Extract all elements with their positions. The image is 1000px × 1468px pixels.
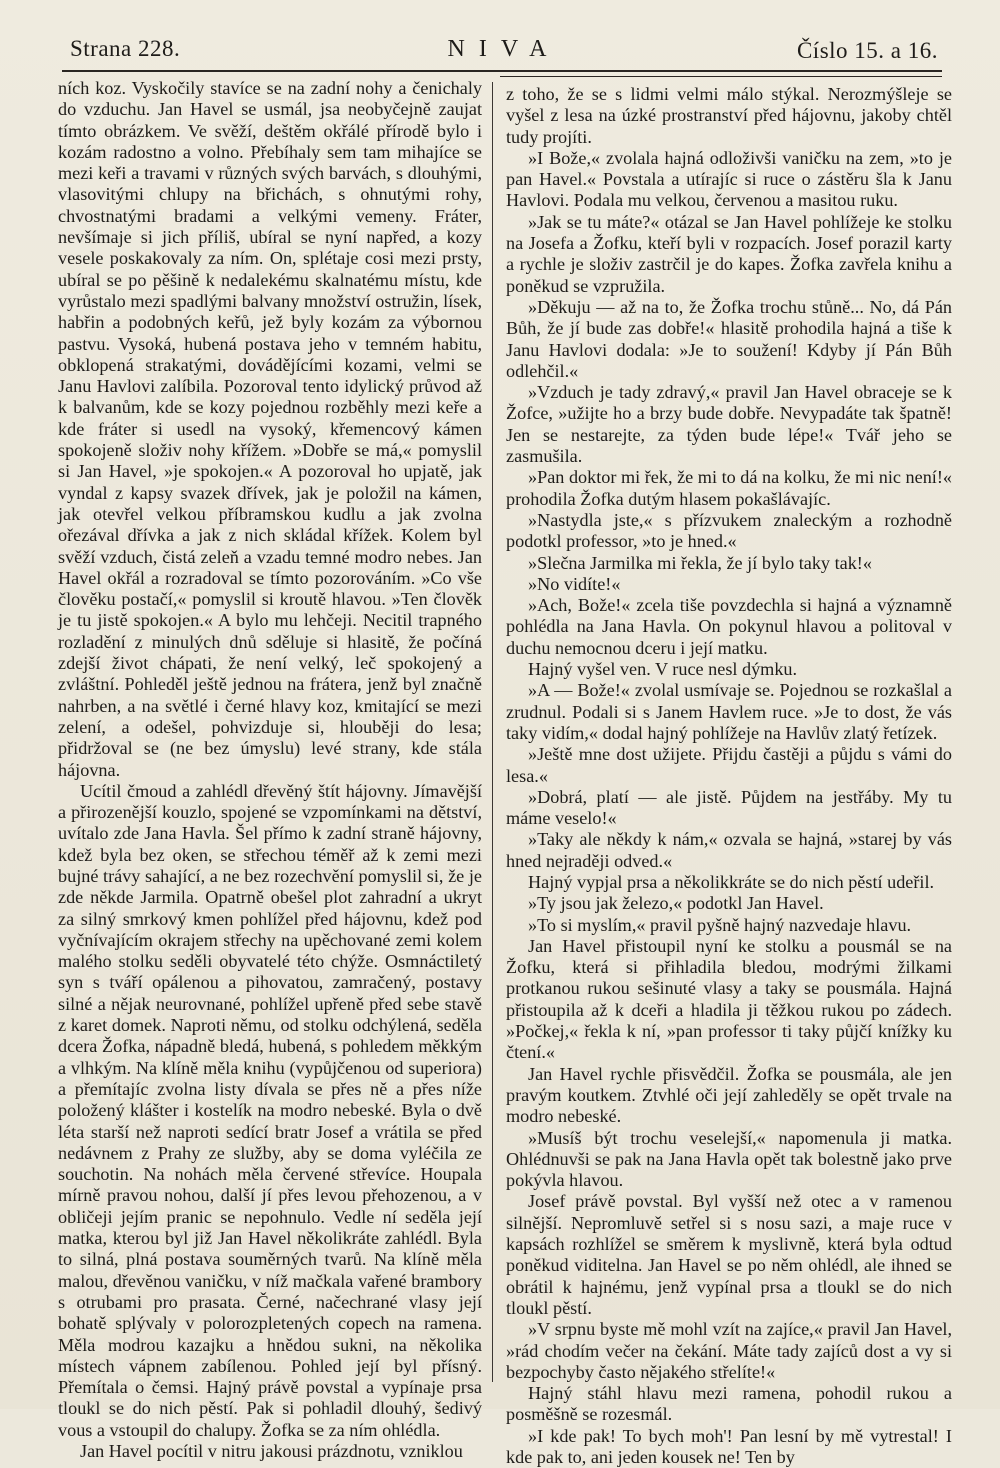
paragraph: ních koz. Vyskočily stavíce se na zadní nohy a čenichaly do vzduchu. Jan Havel se usmál, jsa neobyčejně zaujat tímto obrázkem. Ve svěží, deštěm okřálé přírodě bylo i kozám radostno a volno. Přebíhaly sem tam mihajíce se mezi keři a travami v různých svých barvách, s dlouhými, vlasovitými chlupy na břichách, s ohnutými rohy, chvostnatými bradami a velkými vemeny. Fráter, nevšímaje si jich příliš, ubíral se nyní napřed, a kozy vesele poskakovaly za ním. On, splétaje cosi mezi prsty, ubíral se po pěšině k nedalekému skalnatému místu, kde vyrůstalo mezi spadlými balvany množství ostružin, lísek, habřin a podobných keřů, jež byly kozám za výbornou pastvu. Vysoká, hubená postava jeho v temném habitu, obklopená strakatými, dováděj​ícími kozami, velmi se Janu Havlovi zalíbila. Pozoroval tento idylický průvod až k balvanům, kde se kozy pojednou rozběhly mezi keře a kde fráter si usedl na vysoký, křemencový kámen spokojeně složiv nohy křížem. »Dobře se má,« pomyslil si Jan Havel, »je spokojen.« A pozoroval ho upjatě, jak vyndal z kapsy svazek dřívek, jak je položil na kámen, jak otevřel velkou příbramskou kudlu a jak zvolna ořezával dřívka a jak z nich skládal křížek. Kolem byl svěží vzduch, čistá zeleň a vzadu temné modro nebes. Jan Havel okřál a rozradoval se tímto pozorováním. »Co vše člověku postačí,« pomyslil si kroutě hlavou. »Ten člověk je tu jistě spokojen.« A bylo mu lehčeji. Necitil trapného rozladění z minulých dnů sděluje si hlasitě, že počíná zdejší život chápati, že není velký, leč spokojený a zvláštní. Pohleděl ještě jednou na frátera, jenž byl značně nahrben, a na světlé i černé hlavy koz, kmitající se mezi zelení, a odešel, pohvizduje si, hlouběji do lesa; přidržoval se (ne bez úmyslu) levé strany, kde stála hájovna. — [58, 78, 482, 780]
left-column — [58, 78, 482, 1462]
paragraph: Jan Havel pocítil v nitru jakousi prázdnotu, vzniklou — [80, 1441, 463, 1461]
paragraph: Ucítil čmoud a zahlédl dřevěný štít hájovny. Jímavější a přirozenější kouzlo, spojené se vzpomínkami na dětství, uvítalo zde Jana Havla. Šel přímo k zadní straně hájovny, kdež byla bez oken, se střechou téměř až k zemi mezi bujné trávy sahající, a ne bez rozechvění pomyslil si, že je zde někde Jarmila. Opatrně obešel plot zahradní a ukryt za silný smrkový kmen pohlížel před hájovnu, kdež pod vyčnívajícím okrajem střechy na upěchované zemi kolem malého stolku seděli obyvatelé této chýže. Osmnáctiletý syn s tváří opálenou a pihovatou, zamračený, postavy silné a nějak neurovnané, pohlížel upřeně před sebe stavě z karet domek. Naproti němu, od stolku odchýlená, seděla dcera Žofka, nápadně bledá, hubená, s pohledem měkkým a vlhkým. Na klíně měla knihu (vypůjčenou od superiora) a přemítajíc zvolna listy dívala se přes ně a přes níže položený klášter i kostelík na modro nebeské. Byla o dvě léta starší než naproti sedící bratr Josef a vrátila se před nedávnem z Prahy ze služby, aby se doma vyléčila ze souchotin. Na nohách měla červené střevíce. Houpala mírně pravou nohou, další jí přes levou přehozenou, a v obličeji jejím pranic se nepohnulo. Vedle ní seděla její matka, kterou byl již Jan Havel několikráte zahlédl. Byla to silná, plná postava souměrných tvarů. Na klíně měla malou, dřevěnou vaničku, v níž mačkala vařené brambory s otrubami pro prasata. Černé, načechrané vlasy její bohatě splývaly v polorozpletených copech na ramena. Měla modrou kazajku a hnědou sukni, na několika místech vápnem zabílenou. Pohled její byl přísný. Přemítala o čemsi. Hajný právě povstal a vypínaje prsa tloukl se do nich pěstí. Pak si pohladil dlouhý, šedivý vous a vstoupil do chalupy. Žofka se za ním ohlédla. — [58, 780, 482, 1440]
paragraph: »No vidíte!« — [528, 573, 621, 594]
paragraph: Jan Havel rychle přisvědčil. Žofka se pousmála, ale jen pravým koutkem. Ztvhlé oči její zahleděly se opět trvale na modro nebeské. — [506, 1063, 952, 1127]
paragraph: »Ach, Bože!« zcela tiše povzdechla si hajná a významně pohlédla na Jana Havla. On pokynul hlavou a politoval v duchu nemocnou dceru i její matku. — [506, 595, 952, 658]
paragraph: »Vzduch je tady zdravý,« pravil Jan Havel obraceje se k Žofce, »užijte ho a brzy bude dobře. Nevypadáte tak špatně! Jen se nestarejte, za týden bude lépe!« Tvář jeho se zasmušila. — [506, 382, 952, 467]
paragraph: Hajný vypjal prsa a několikkráte se do nich pěstí udeřil. — [528, 871, 935, 892]
paragraph: »Dobrá, platí — ale jistě. Půjdem na jestřáby. My tu máme veselo!« — [506, 786, 952, 829]
paragraph: »A — Bože!« zvolal usmívaje se. Pojednou se rozkašlal a zrudnul. Podali si s Janem Havlem ruce. »Je to dost, že vás taky vidím,« dodal hajný pohlížeje na Havlův zlatý řetízek. — [506, 680, 952, 743]
paragraph: »Jak se tu máte?« otázal se Jan Havel pohlížeje ke stolku na Josefa a Žofku, kteří byli v rozpacích. Josef porazil karty a rychle je složiv zastrčil je do kapes. Žofka zavřela knihu a poněkud se vzpružila. — [506, 211, 952, 296]
page-header — [70, 28, 938, 68]
paragraph: »I kde pak! To bych moh'! Pan lesní by mě vytrestal! I kde pak to, ani jeden kousek ne! Ten by — [506, 1425, 952, 1467]
paragraph: »Taky ale někdy k nám,« ozvala se hajná, »starej by vás hned nejraději odved.« — [506, 829, 952, 871]
column-divider — [492, 82, 493, 1382]
header-rule-secondary — [500, 76, 942, 77]
paragraph: »Slečna Jarmilka mi řekla, že jí bylo taky tak!« — [528, 552, 872, 573]
paragraph: »V srpnu byste mě mohl vzít na zajíce,« pravil Jan Havel, »rád chodím večer na čekání. Máte tady zajíců dost a vy si bezpochyby často nějakého střelíte!« — [506, 1319, 952, 1382]
paragraph: »Pan doktor mi řek, že mi to dá na kolku, že mi nic není!« prohodila Žofka dutým hlasem pokašlávajíc. — [506, 467, 952, 509]
right-column — [506, 84, 952, 1468]
paragraph: »Ty jsou jak železo,« podotkl Jan Havel. — [528, 893, 824, 914]
issue-number: Číslo 15. a 16. — [796, 38, 938, 63]
paragraph: »Děkuju — až na to, že Žofka trochu stůně... No, dá Pán Bůh, že jí bude zas dobře!« hlasitě prohodila hajná a tiše k Janu Havlovi dodala: »Je to soužení! Kdyby jí Pán Bůh odlehčil.« — [506, 296, 952, 381]
paragraph: »Nastydla jste,« s přízvukem znaleckým a rozhodně podotkl professor, »to je hned.« — [506, 509, 952, 552]
header-rule — [62, 70, 942, 72]
paragraph: Hajný stáhl hlavu mezi ramena, pohodil rukou a posměšně se rozesmál. — [506, 1383, 952, 1425]
paragraph: Hajný vyšel ven. V ruce nesl dýmku. — [528, 659, 798, 680]
paragraph: »Ještě mne dost užijete. Přijdu častěji a půjdu s vámi do lesa.« — [506, 744, 952, 786]
paragraph: z toho, že se s lidmi velmi málo stýkal. Nerozmýšleje se vyšel z lesa na úzké prostranství před hájovnu, jakoby chtěl tudy projíti. — [506, 84, 952, 147]
paragraph: »To si myslím,« pravil pyšně hajný nazvedaje hlavu. — [528, 914, 912, 935]
journal-title: NIVA — [447, 36, 561, 62]
paragraph: Jan Havel přistoupil nyní ke stolku a pousmál se na Žofku, která si přihladila bledou, modrými žilkami protkanou rukou sešinuté vlasy a taky se pousmála. Hajná přistoupila až k dceři a hladila ji těžkou rukou po zádech. »Počkej,« řekla k ní, »pan professor ti taky půjčí knížky ku čtení.« — [506, 935, 952, 1063]
paragraph: Josef právě povstal. Byl vyšší než otec a v ramenou silnější. Nepromluvě setřel si s nosu sazi, a maje ruce v kapsách rozhlížel se směrem k myslivně, která byla odtud poněkud viditelna. Jan Havel se po něm ohlédl, ale ihned se obrátil k hajnému, jenž vypínal prsa a tloukl se do nich tloukl pěstí. — [506, 1191, 952, 1318]
page-number: Strana 228. — [70, 36, 181, 61]
paragraph: »I Bože,« zvolala hajná odloživši vaničku na zem, »to je pan Havel.« Povstala a utírajíc si ruce o zástěru šla k Janu Havlovi. Podala mu velkou, červenou a masitou ruku. — [506, 147, 952, 211]
paragraph: »Musíš být trochu veselejší,« napomenula ji matka. Ohlédnuvši se pak na Jana Havla opět tak bolestně jako prve pokývla hlavou. — [506, 1127, 952, 1191]
